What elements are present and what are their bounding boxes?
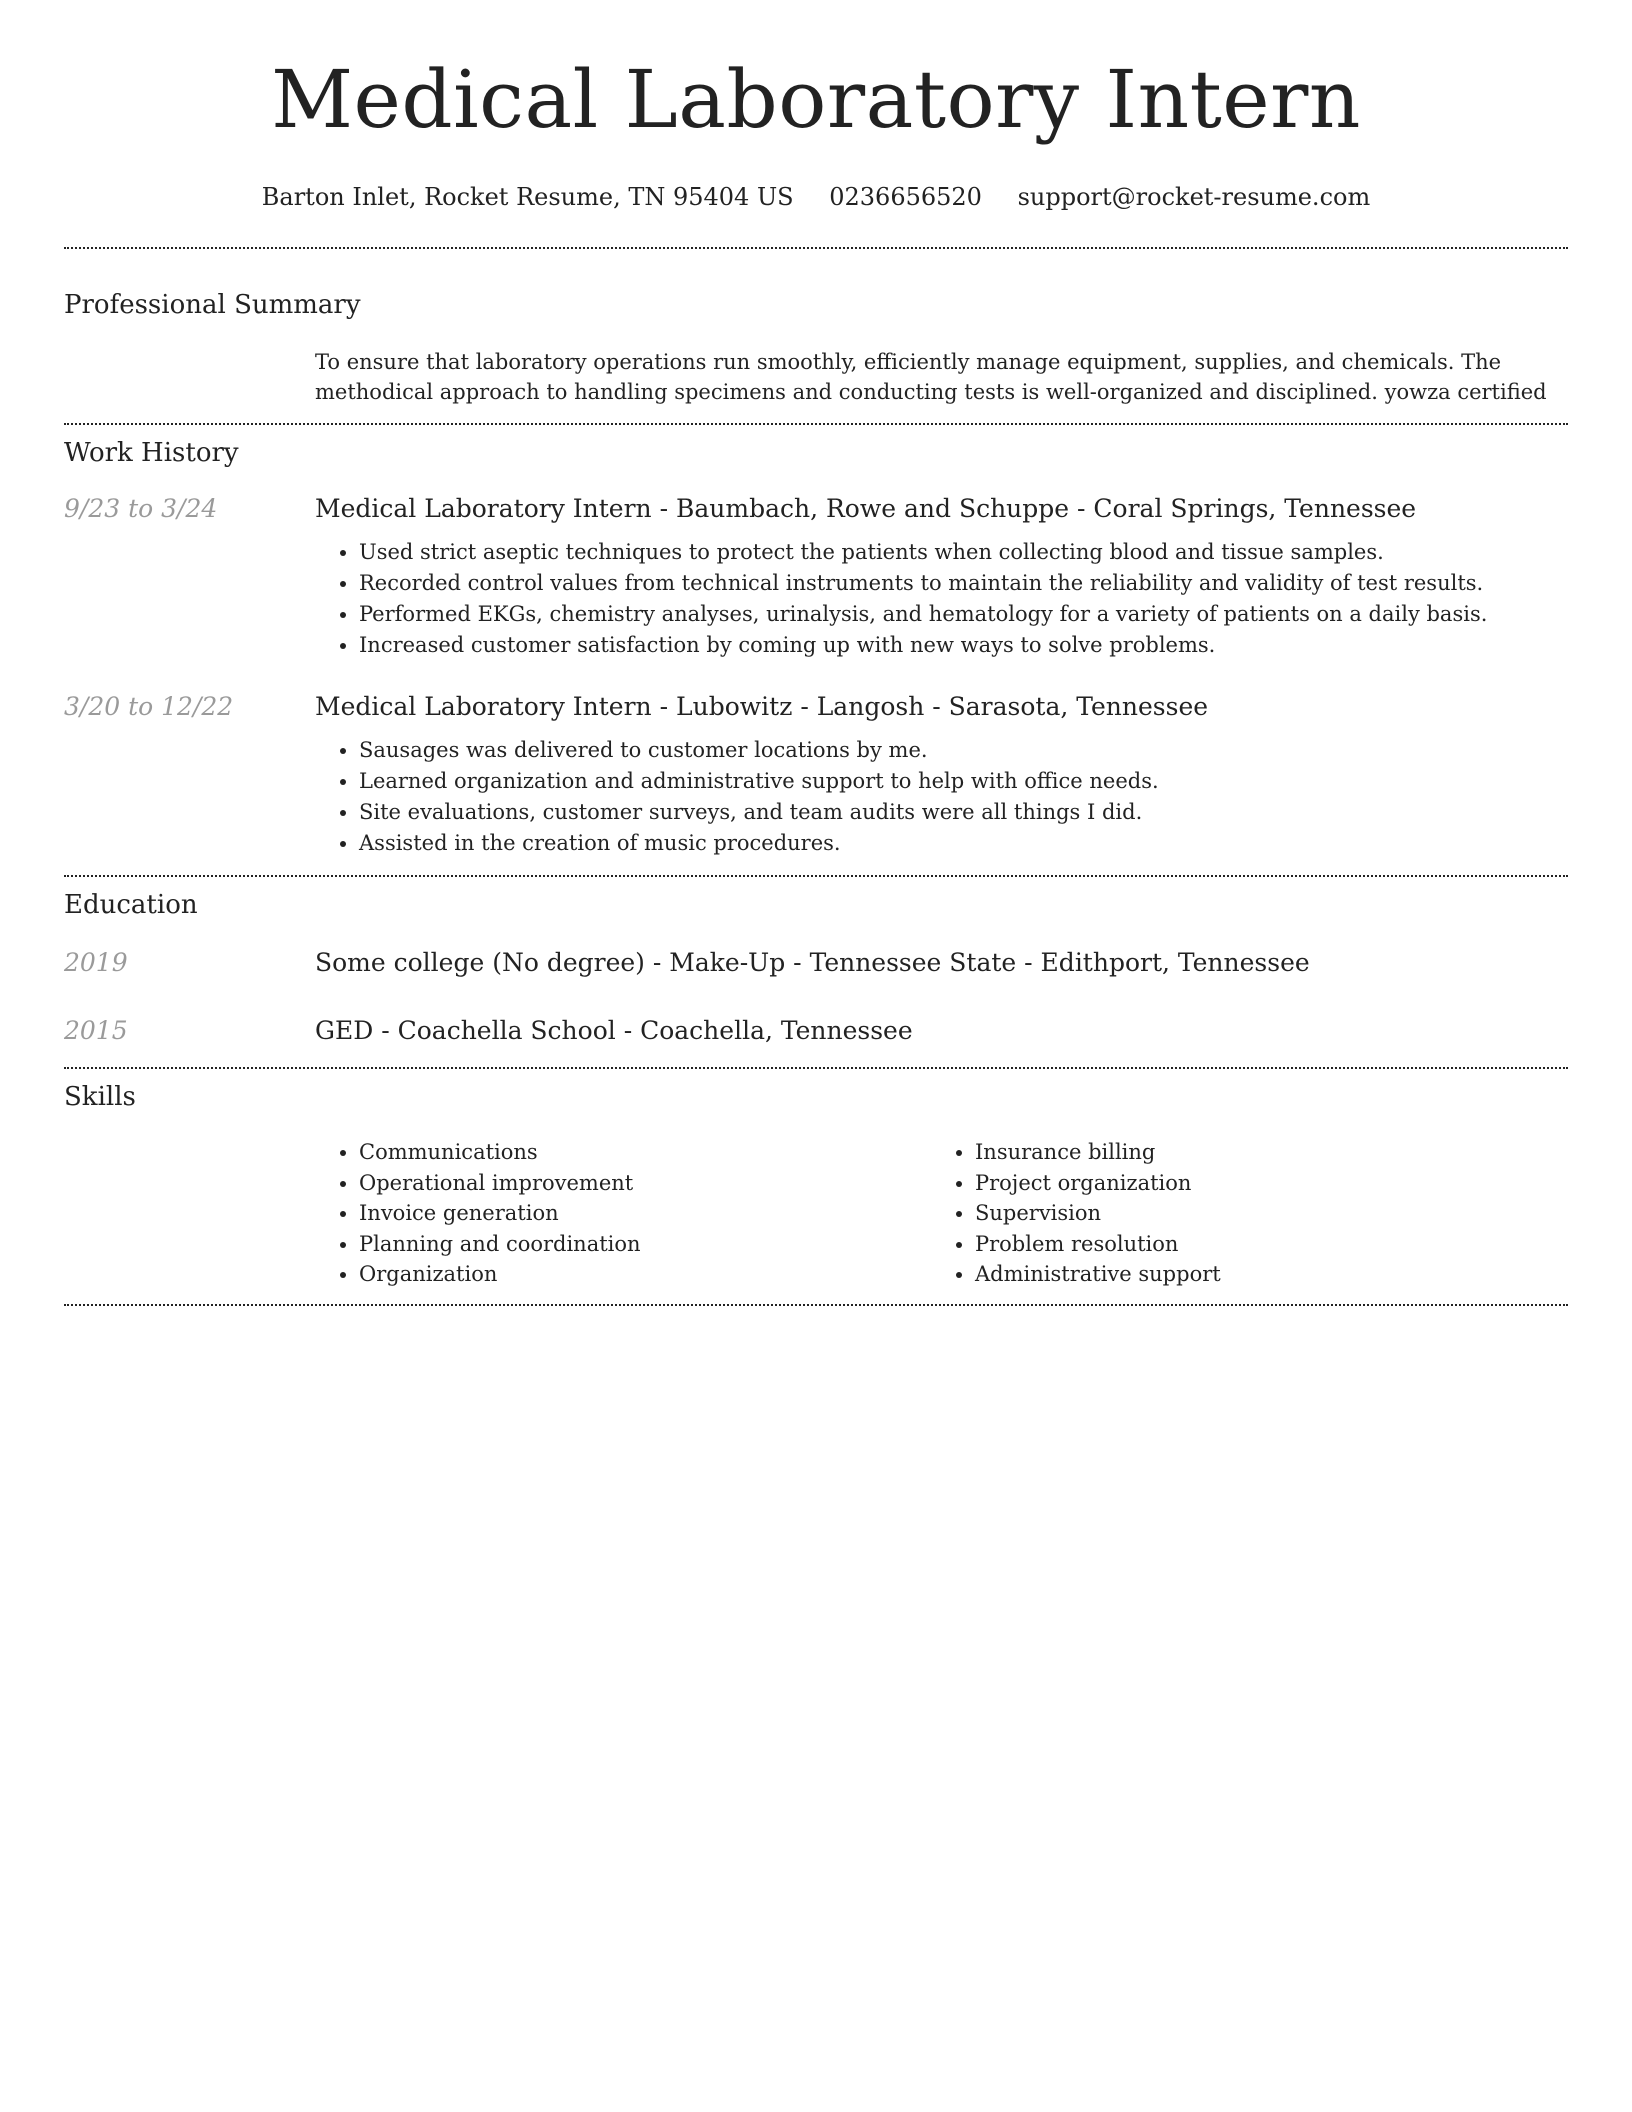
skill-item: • Project organization [975, 1168, 1547, 1199]
skill-item: • Insurance billing [975, 1137, 1547, 1168]
header-divider [64, 247, 1568, 249]
job-dates: 9/23 to 3/24 [64, 494, 218, 523]
skills-title: Skills [64, 1082, 136, 1112]
education-year: 2015 [64, 1016, 128, 1045]
job-dates: 3/20 to 12/22 [64, 692, 234, 721]
work-history-divider [64, 875, 1568, 877]
job-bullet: • Site evaluations, customer surveys, and team audits were all things I did. [359, 797, 1568, 828]
skill-item: • Supervision [975, 1198, 1547, 1229]
education-title: Education [64, 890, 198, 920]
job-details: - Lubowitz - Langosh - Sarasota, Tennessee [651, 692, 1209, 721]
job-bullets [315, 537, 1568, 661]
job-bullet: • Used strict aseptic techniques to protect the patients when collecting blood and tissue samples. [359, 537, 1568, 568]
skills-column-right [931, 1137, 1547, 1290]
contact-address: Barton Inlet, Rocket Resume, TN 95404 US [261, 183, 794, 211]
education-divider [64, 1067, 1568, 1069]
skill-item: • Organization [359, 1259, 931, 1290]
job-bullet: • Recorded control values from technical instruments to maintain the reliability and validity of test results. [359, 568, 1568, 599]
job-title [315, 691, 1208, 723]
contact-line [64, 182, 1568, 212]
job-title [315, 493, 1416, 525]
summary-text: To ensure that laboratory operations run smoothly, efficiently manage equipment, supplies, and chemicals. The methodical approach to handling specimens and conducting tests is well-organized and disciplined. yowza certified [315, 350, 1547, 404]
skill-item: • Operational improvement [359, 1168, 931, 1199]
job-header [64, 691, 1568, 723]
education-text: Some college (No degree) - Make-Up - Tennessee State - Edithport, Tennessee [315, 948, 1310, 977]
contact-email: support@rocket-resume.com [1017, 183, 1371, 211]
summary-divider [64, 423, 1568, 425]
job-entry [64, 493, 1568, 661]
job-bullet: • Sausages was delivered to customer locations by me. [359, 735, 1568, 766]
job-bullet: • Increased customer satisfaction by coming up with new ways to solve problems. [359, 630, 1568, 661]
education-section [64, 889, 1568, 1047]
skills-section [64, 1081, 1568, 1290]
job-bullets [315, 735, 1568, 859]
job-bullet: • Assisted in the creation of music procedures. [359, 828, 1568, 859]
contact-phone: 0236656520 [829, 183, 982, 211]
summary-title: Professional Summary [64, 290, 361, 320]
job-entry [64, 691, 1568, 859]
skills-grid [315, 1137, 1568, 1290]
summary-section [64, 289, 1568, 407]
skill-item: • Administrative support [975, 1259, 1547, 1290]
skill-item: • Planning and coordination [359, 1229, 931, 1260]
education-year: 2019 [64, 948, 128, 977]
resume-name: Medical Laboratory Intern [271, 53, 1361, 146]
education-text: GED - Coachella School - Coachella, Tennessee [315, 1016, 913, 1045]
skills-column-left [315, 1137, 931, 1290]
job-bullet: • Performed EKGs, chemistry analyses, urinalysis, and hematology for a variety of patients on a daily basis. [359, 599, 1568, 630]
skills-divider [64, 1304, 1568, 1306]
education-entry [64, 1015, 1568, 1047]
skill-item: • Communications [359, 1137, 931, 1168]
education-entry [64, 947, 1568, 979]
work-history-section [64, 437, 1568, 859]
job-bullet: • Learned organization and administrative support to help with office needs. [359, 766, 1568, 797]
skill-item: • Problem resolution [975, 1229, 1547, 1260]
work-history-title: Work History [64, 438, 239, 468]
job-role: Medical Laboratory Intern [315, 494, 652, 523]
job-role: Medical Laboratory Intern [315, 692, 652, 721]
job-details: - Baumbach, Rowe and Schuppe - Coral Springs, Tennessee [651, 494, 1417, 523]
skill-item: • Invoice generation [359, 1198, 931, 1229]
job-header [64, 493, 1568, 525]
